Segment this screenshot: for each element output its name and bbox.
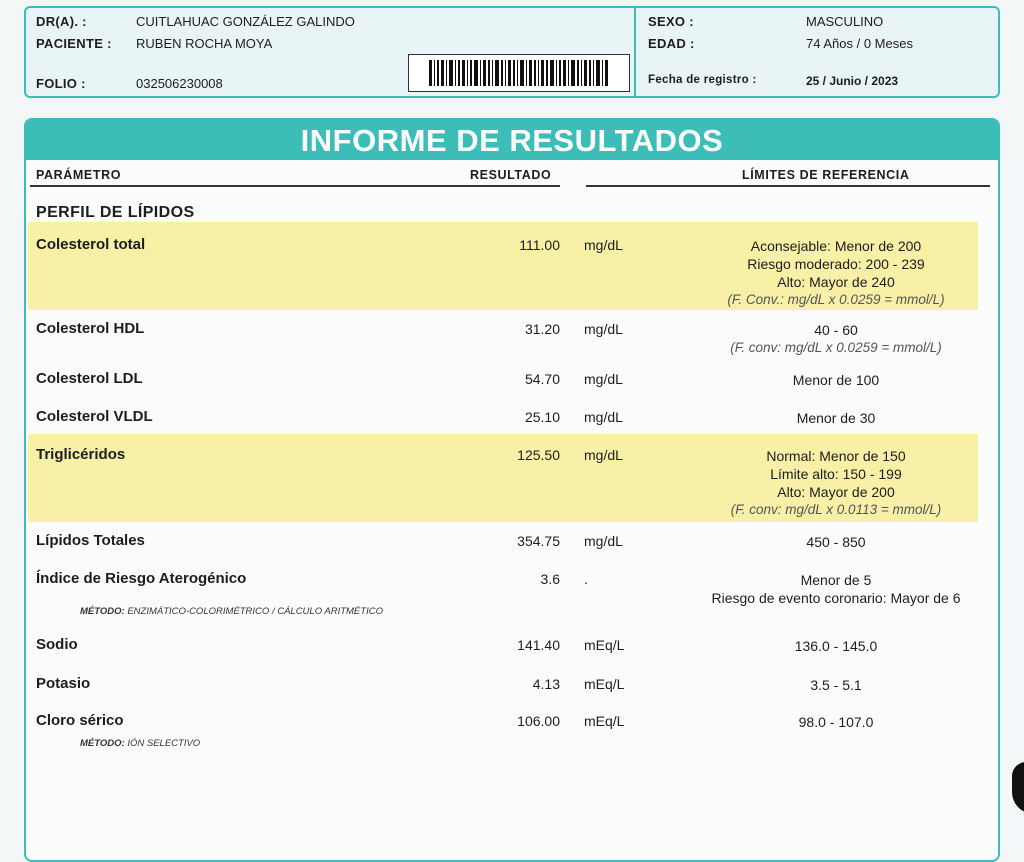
- result-value: 4.13: [532, 676, 560, 692]
- reference-line: 136.0 - 145.0: [794, 638, 878, 654]
- reference-range: [676, 533, 996, 551]
- parameter-name: Triglicéridos: [36, 446, 126, 463]
- results-report: [24, 118, 1000, 862]
- parameter-name: Colesterol VLDL: [36, 408, 153, 425]
- reference-range: [676, 571, 996, 607]
- reference-line: Menor de 5: [800, 572, 872, 588]
- age-value: 74 Años / 0 Meses: [806, 36, 913, 51]
- doctor-value: CUITLAHUAC GONZÁLEZ GALINDO: [136, 14, 355, 29]
- reference-range: [676, 447, 996, 519]
- result-unit: mEq/L: [584, 713, 625, 729]
- reference-line: 450 - 850: [806, 534, 866, 550]
- doctor-label: DR(A). :: [36, 14, 87, 29]
- method-note: [80, 738, 200, 749]
- reference-line: 98.0 - 107.0: [798, 714, 874, 730]
- parameter-name: Cloro sérico: [36, 712, 124, 729]
- method-label: MÉTODO:: [80, 606, 125, 617]
- report-title: INFORME DE RESULTADOS: [26, 120, 998, 160]
- method-note: [80, 606, 383, 617]
- reference-range: [676, 637, 996, 655]
- reference-line: Menor de 30: [796, 410, 876, 426]
- folio-label: FOLIO :: [36, 76, 86, 91]
- reference-line: Menor de 100: [792, 372, 880, 388]
- conversion-factor: (F. conv: mg/dL x 0.0259 = mmol/L): [730, 340, 942, 355]
- reference-line: Riesgo de evento coronario: Mayor de 6: [711, 590, 961, 606]
- result-value: 354.75: [517, 533, 560, 549]
- sex-label: SEXO :: [648, 14, 694, 29]
- reference-range: [676, 237, 996, 309]
- result-value: 106.00: [517, 713, 560, 729]
- result-value: 25.10: [524, 409, 560, 425]
- reference-range: [676, 321, 996, 357]
- result-unit: mEq/L: [584, 676, 625, 692]
- header-divider: [634, 8, 636, 96]
- result-value: 3.6: [540, 571, 560, 587]
- method-label: MÉTODO:: [80, 738, 125, 749]
- column-reference: LÍMITES DE REFERENCIA: [742, 168, 910, 182]
- patient-value: RUBEN ROCHA MOYA: [136, 36, 273, 51]
- result-value: 125.50: [517, 447, 560, 463]
- result-unit: mg/dL: [584, 237, 623, 253]
- parameter-name: Potasio: [36, 675, 91, 692]
- registration-date-label: Fecha de registro :: [648, 74, 757, 86]
- result-unit: mg/dL: [584, 533, 623, 549]
- column-parameter: PARÁMETRO: [36, 168, 122, 182]
- reference-line: Alto: Mayor de 240: [777, 274, 895, 290]
- result-value: 31.20: [524, 321, 560, 337]
- parameter-name: Colesterol LDL: [36, 370, 143, 387]
- conversion-factor: (F. Conv.: mg/dL x 0.0259 = mmol/L): [727, 292, 945, 307]
- reference-range: [676, 409, 996, 427]
- result-value: 111.00: [519, 237, 560, 253]
- result-value: 141.40: [517, 637, 560, 653]
- parameter-name: Índice de Riesgo Aterogénico: [36, 570, 247, 587]
- parameter-name: Colesterol total: [36, 236, 146, 253]
- registration-date-value: 25 / Junio / 2023: [806, 74, 899, 88]
- parameter-name: Lípidos Totales: [36, 532, 145, 549]
- header-rule: [30, 185, 560, 187]
- reference-line: 40 - 60: [814, 322, 858, 338]
- reference-range: [676, 713, 996, 731]
- result-unit: mEq/L: [584, 637, 625, 653]
- result-unit: mg/dL: [584, 447, 623, 463]
- column-result: RESULTADO: [470, 168, 552, 182]
- header-rule: [586, 185, 990, 187]
- sex-value: MASCULINO: [806, 14, 884, 29]
- reference-range: [676, 676, 996, 694]
- result-value: 54.70: [524, 371, 560, 387]
- patient-header: [24, 6, 1000, 98]
- barcode: [408, 54, 630, 92]
- conversion-factor: (F. conv: mg/dL x 0.0113 = mmol/L): [730, 502, 942, 517]
- reference-line: Límite alto: 150 - 199: [770, 466, 902, 482]
- reference-line: 3.5 - 5.1: [810, 677, 862, 693]
- reference-line: Riesgo moderado: 200 - 239: [747, 256, 925, 272]
- parameter-name: Colesterol HDL: [36, 320, 145, 337]
- result-unit: mg/dL: [584, 371, 623, 387]
- section-title: PERFIL DE LÍPIDOS: [36, 204, 195, 221]
- reference-line: Alto: Mayor de 200: [777, 484, 895, 500]
- reference-range: [676, 371, 996, 389]
- reference-line: Normal: Menor de 150: [766, 448, 906, 464]
- result-unit: mg/dL: [584, 321, 623, 337]
- method-value: ENZIMÁTICO-COLORIMÉTRICO / CÁLCULO ARITMÉTICO: [127, 606, 383, 617]
- result-unit: mg/dL: [584, 409, 623, 425]
- method-value: IÓN SELECTIVO: [127, 738, 201, 749]
- parameter-name: Sodio: [36, 636, 78, 653]
- result-unit: .: [584, 571, 588, 587]
- barcode-graphic: [429, 60, 609, 86]
- patient-label: PACIENTE :: [36, 36, 112, 51]
- reference-line: Aconsejable: Menor de 200: [750, 238, 922, 254]
- edge-shadow: [1012, 762, 1024, 814]
- age-label: EDAD :: [648, 36, 695, 51]
- folio-value: 032506230008: [136, 76, 223, 91]
